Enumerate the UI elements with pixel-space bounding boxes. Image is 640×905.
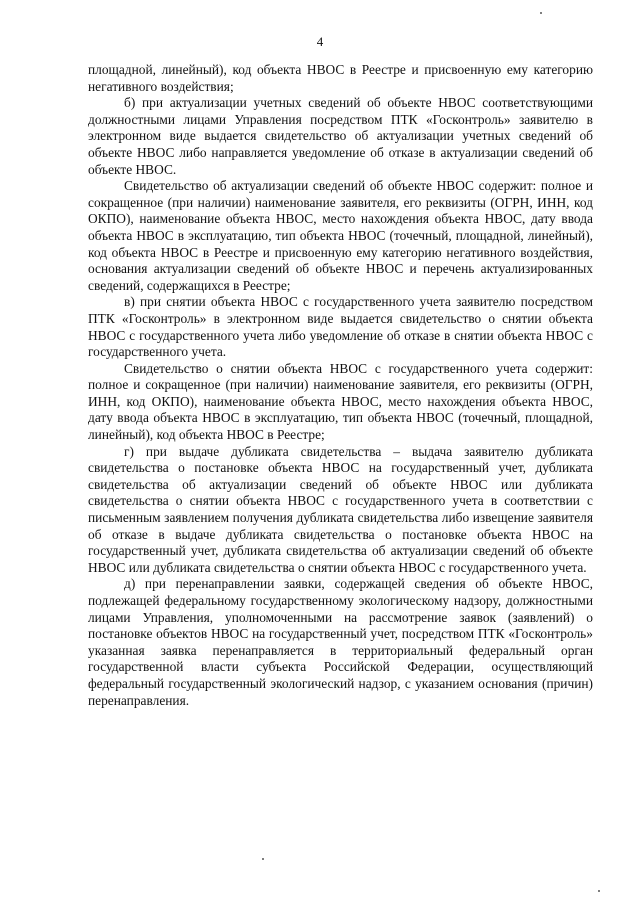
scan-speck [598, 890, 600, 892]
document-body [88, 62, 593, 709]
paragraph-g: г) при выдаче дубликата свидетельства – выдача заявителю дубликата свидетельства о постановке объекта НВОС на государственный учет, дубликата свидетельства об актуализации сведений об объекте НВОС или дубликата свидетельства о снятии объекта НВОС с государственного учета в соответствии с письменным заявлением получения дубликата свидетельства либо извещение заявителя об отказе в выдаче дубликата свидетельства о постановке объекта НВОС на государственный учет, дубликата свидетельства об актуализации сведений об объекте НВОС или дубликата свидетельства о снятии объекта НВОС с государственного учета. [88, 443, 593, 575]
paragraph-removal-certificate: Свидетельство о снятии объекта НВОС с государственного учета содержит: полное и сокращенное (при наличии) наименование заявителя, его реквизиты (ОГРН, ИНН, код ОКПО), наименование объекта НВОС, место нахождения объекта НВОС, дату ввода объекта НВОС в эксплуатацию, тип объекта НВОС (точечный, площадной, линейный), код объекта НВОС в Реестре; [88, 360, 593, 443]
paragraph-continuation: площадной, линейный), код объекта НВОС в Реестре и присвоенную ему категорию негативного воздействия; [88, 62, 593, 94]
paragraph-v: в) при снятии объекта НВОС с государственного учета заявителю посредством ПТК «Госконтроль» в электронном виде выдается свидетельство о снятии объекта НВОС с государственного учета либо уведомление об отказе в снятии объекта НВОС с государственного учета. [88, 294, 593, 360]
page-number: 4 [316, 34, 324, 49]
paragraph-d: д) при перенаправлении заявки, содержащей сведения об объекте НВОС, подлежащей федеральному государственному экологическому надзору, должностными лицами Управления, уполномоченными на рассмотрение заявок (заявлений) о постановке объектов НВОС на государственный учет, посредством ПТК «Госконтроль» указанная заявка перенаправляется в территориальный федеральный орган государственной власти субъекта Российской Федерации, осуществляющий федеральный государственный экологический надзор, с указанием основания (причин) перенаправления. [88, 576, 593, 708]
scan-speck [262, 858, 264, 860]
paragraph-actualization-certificate: Свидетельство об актуализации сведений об объекте НВОС содержит: полное и сокращенное (при наличии) наименование заявителя, его реквизиты (ОГРН, ИНН, код ОКПО), наименование объекта НВОС, место нахождения объекта НВОС, дату ввода объекта НВОС в эксплуатацию, тип объекта НВОС (точечный, площадной, линейный), код объекта НВОС в Реестре и присвоенную ему категорию негативного воздействия, основания актуализации сведений об объекте НВОС и перечень актуализированных сведений, содержащихся в Реестре; [88, 178, 593, 293]
paragraph-b: б) при актуализации учетных сведений об объекте НВОС соответствующими должностными лицами Управления посредством ПТК «Госконтроль» заявителю в электронном виде выдается свидетельство об актуализации учетных сведений об объекте НВОС либо направляется уведомление об отказе в актуализации сведений об объекте НВОС. [88, 95, 593, 177]
scan-speck [540, 12, 542, 14]
